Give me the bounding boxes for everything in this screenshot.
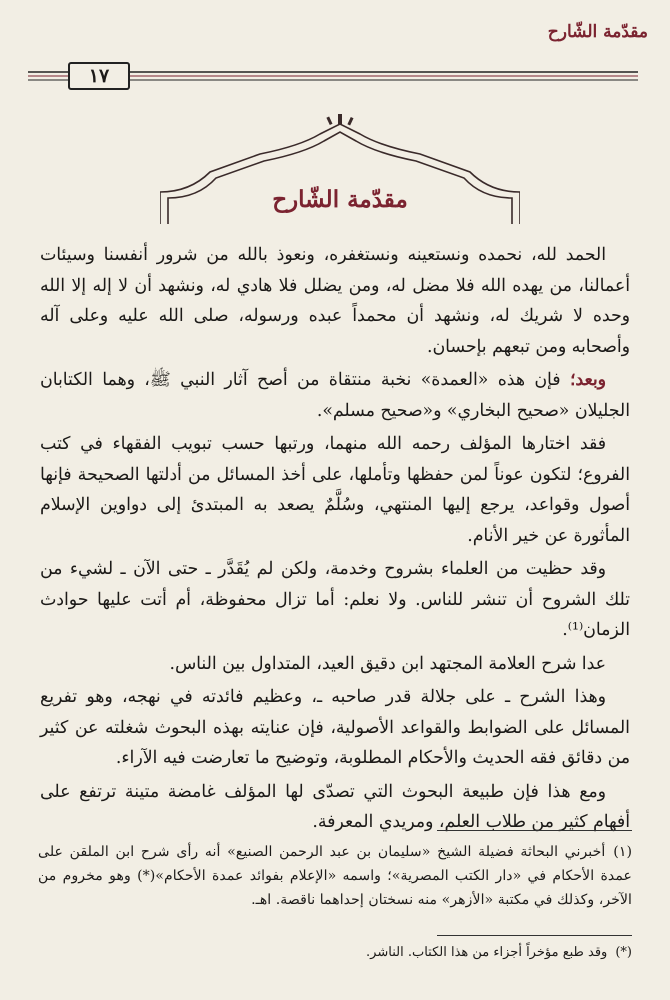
paragraph: وبعد؛ فإن هذه «العمدة» نخبة منتقاة من أصح آثار النبي ﷺ، وهما الكتابان الجليلان «صحيح البخاري» و«صحيح مسلم». xyxy=(40,370,630,421)
body-text xyxy=(40,240,630,841)
running-header: مقدّمة الشّارح xyxy=(547,22,648,42)
paragraph: فقد اختارها المؤلف رحمه الله منهما، ورتبها حسب تبويب الفقهاء في كتب الفروع؛ لتكون عوناً لمن حفظها وتأملها، على أخذ المسائل من أدلتها الصحيحة فإنها أصول وقواعد، يرجع إليها المنتهي، وسُلَّمٌ يصعد به المبتدئ إلى دواوين الإسلام المأثورة عن خير الأنام. xyxy=(40,434,630,546)
editor-note-separator xyxy=(437,935,632,936)
paragraph: وقد حظيت من العلماء بشروح وخدمة، ولكن لم يُقَدَّر ـ حتى الآن ـ لشيء من تلك الشروح أن تنشر للناس. ولا نعلم: أما تزال محفوظة، أم أتت عليها حوادث الزمان⁽¹⁾. xyxy=(40,559,630,640)
footnote-text: أخبرني البحاثة فضيلة الشيخ «سليمان بن عبد الرحمن الصنيع» أنه رأى شرح ابن الملقن على عمدة الأحكام في «دار الكتب المصرية»؛ واسمه «الإعلام بفوائد عمدة الأحكام»(*) وهو مخروم من الآخر، وكذلك في مكتبة «الأزهر» منه نسختان إحداهما ناقصة. اهـ. xyxy=(38,844,632,908)
chapter-title: مقدّمة الشّارح xyxy=(272,186,408,213)
paragraph: ومع هذا فإن طبيعة البحوث التي تصدّى لها المؤلف غامضة متينة ترتفع على أفهام كثير من طلاب العلم، ومريدي المعرفة. xyxy=(40,781,630,832)
editor-note xyxy=(38,942,632,964)
footnote-separator xyxy=(437,830,632,831)
paragraph: الحمد لله، نحمده ونستعينه ونستغفره، ونعوذ بالله من شرور أنفسنا وسيئات أعمالنا، من يهده الله فلا مضل له، ومن يضلل فلا هادي له، ونشهد أن لا إله إلا الله وحده لا شريك له، ونشهد أن محمداً عبده ورسوله، صلى الله عليه وعلى آله وأصحابه ومن تبعهم بإحسان. xyxy=(40,245,630,357)
paragraph-lead: وبعد؛ xyxy=(569,370,606,390)
editor-note-text: وقد طبع مؤخراً أجزاء من هذا الكتاب. الناشر. xyxy=(366,945,608,960)
footnote xyxy=(38,840,632,912)
editor-note-marker: (*) xyxy=(615,945,632,960)
paragraph: عدا شرح العلامة المجتهد ابن دقيق العيد، المتداول بين الناس. xyxy=(169,653,606,674)
footnote-marker: (١) xyxy=(613,844,632,860)
paragraph: وهذا الشرح ـ على جلالة قدر صاحبه ـ، وعظيم فائدته في نهجه، وهو تفريع المسائل على الضوابط والقواعد الأصولية، فإن عنايته بهذه البحوث شغلته عن كثير من دقائق فقه الحديث والأحكام المطلوبة، وتوضيح ما تعارضت فيه الآراء. xyxy=(40,687,630,768)
page-number: ١٧ xyxy=(68,62,130,90)
